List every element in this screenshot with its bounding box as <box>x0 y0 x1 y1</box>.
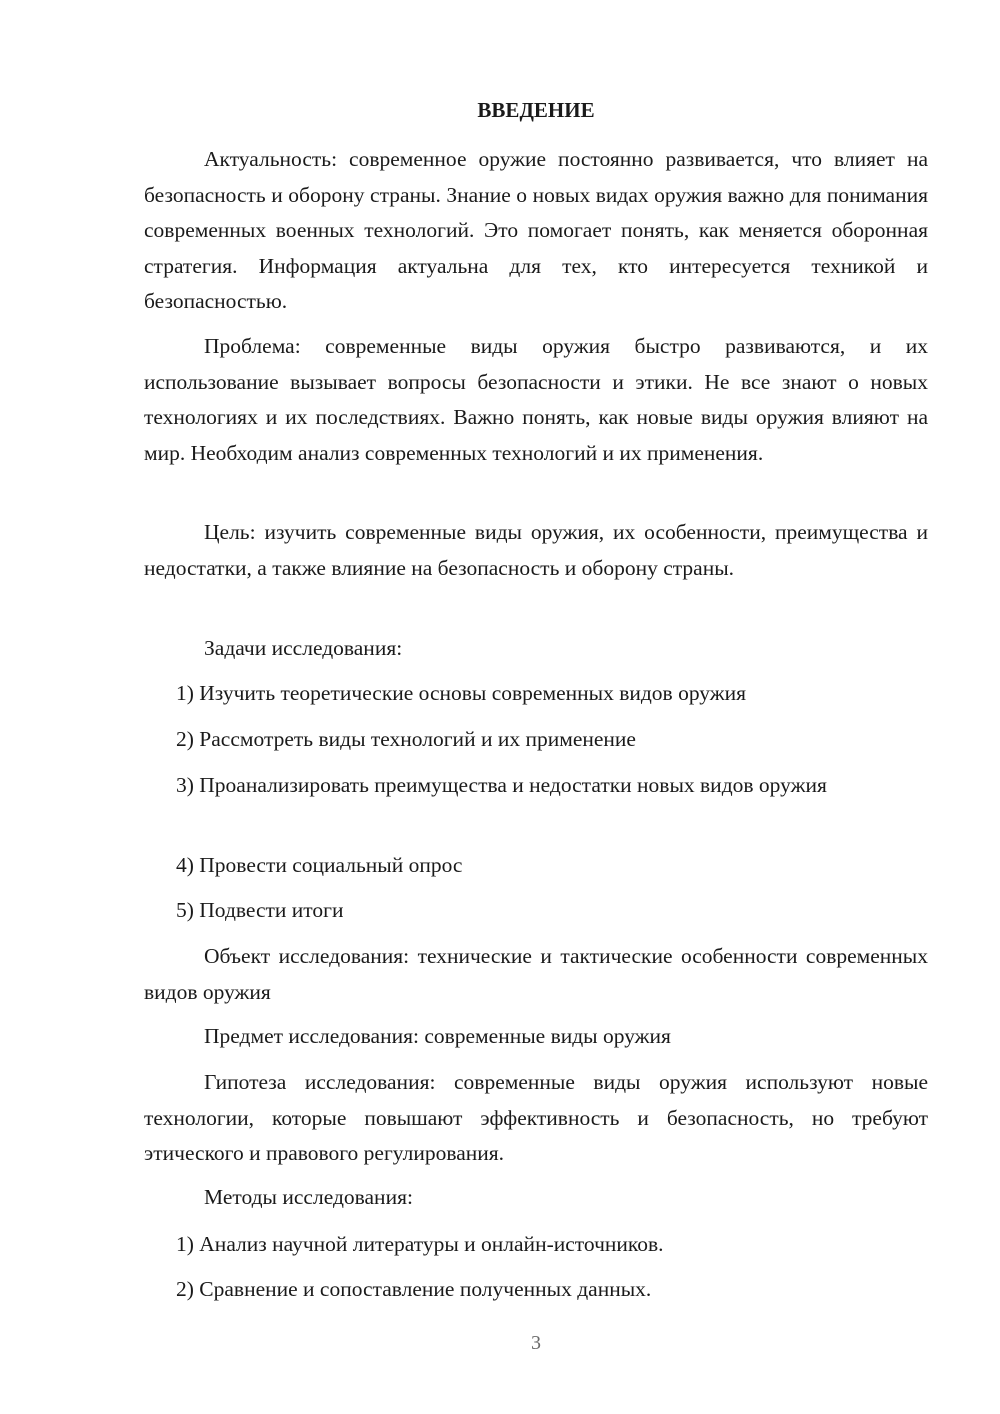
document-page <box>144 0 928 1414</box>
relevance-paragraph: Актуальность: современное оружие постоянно развивается, что влияет на безопасность и оборону страны. Знание о новых видах оружия важно для понимания современных военных технологий. Это помогает понять, как меняется оборонная стратегия. Информация актуальна для тех, кто интересуется техникой и безопасностью. <box>144 147 928 313</box>
tasks-heading: Задачи исследования: <box>204 636 403 660</box>
task-item-5: 5) Подвести итоги <box>176 898 344 922</box>
section-title: ВВЕДЕНИЕ <box>477 98 595 122</box>
task-item-3: 3) Проанализировать преимущества и недостатки новых видов оружия <box>176 773 827 797</box>
method-item-1: 1) Анализ научной литературы и онлайн-источников. <box>176 1232 664 1256</box>
page-number: 3 <box>531 1332 541 1354</box>
subject-paragraph: Предмет исследования: современные виды оружия <box>204 1024 671 1048</box>
hypothesis-paragraph: Гипотеза исследования: современные виды оружия используют новые технологии, которые повышают эффективность и безопасность, но требуют этического и правового регулирования. <box>144 1070 928 1165</box>
task-item-1: 1) Изучить теоретические основы современных видов оружия <box>176 681 747 705</box>
problem-paragraph: Проблема: современные виды оружия быстро развиваются, и их использование вызывает вопросы безопасности и этики. Не все знают о новых технологиях и их последствиях. Важно понять, как новые виды оружия влияют на мир. Необходим анализ современных технологий и их применения. <box>144 334 928 465</box>
goal-paragraph: Цель: изучить современные виды оружия, их особенности, преимущества и недостатки, а также влияние на безопасность и оборону страны. <box>144 520 928 580</box>
object-paragraph: Объект исследования: технические и тактические особенности современных видов оружия <box>144 944 928 1004</box>
task-item-2: 2) Рассмотреть виды технологий и их применение <box>176 727 636 751</box>
task-item-4: 4) Провести социальный опрос <box>176 853 463 877</box>
method-item-2: 2) Сравнение и сопоставление полученных данных. <box>176 1277 652 1301</box>
methods-heading: Методы исследования: <box>204 1185 413 1209</box>
